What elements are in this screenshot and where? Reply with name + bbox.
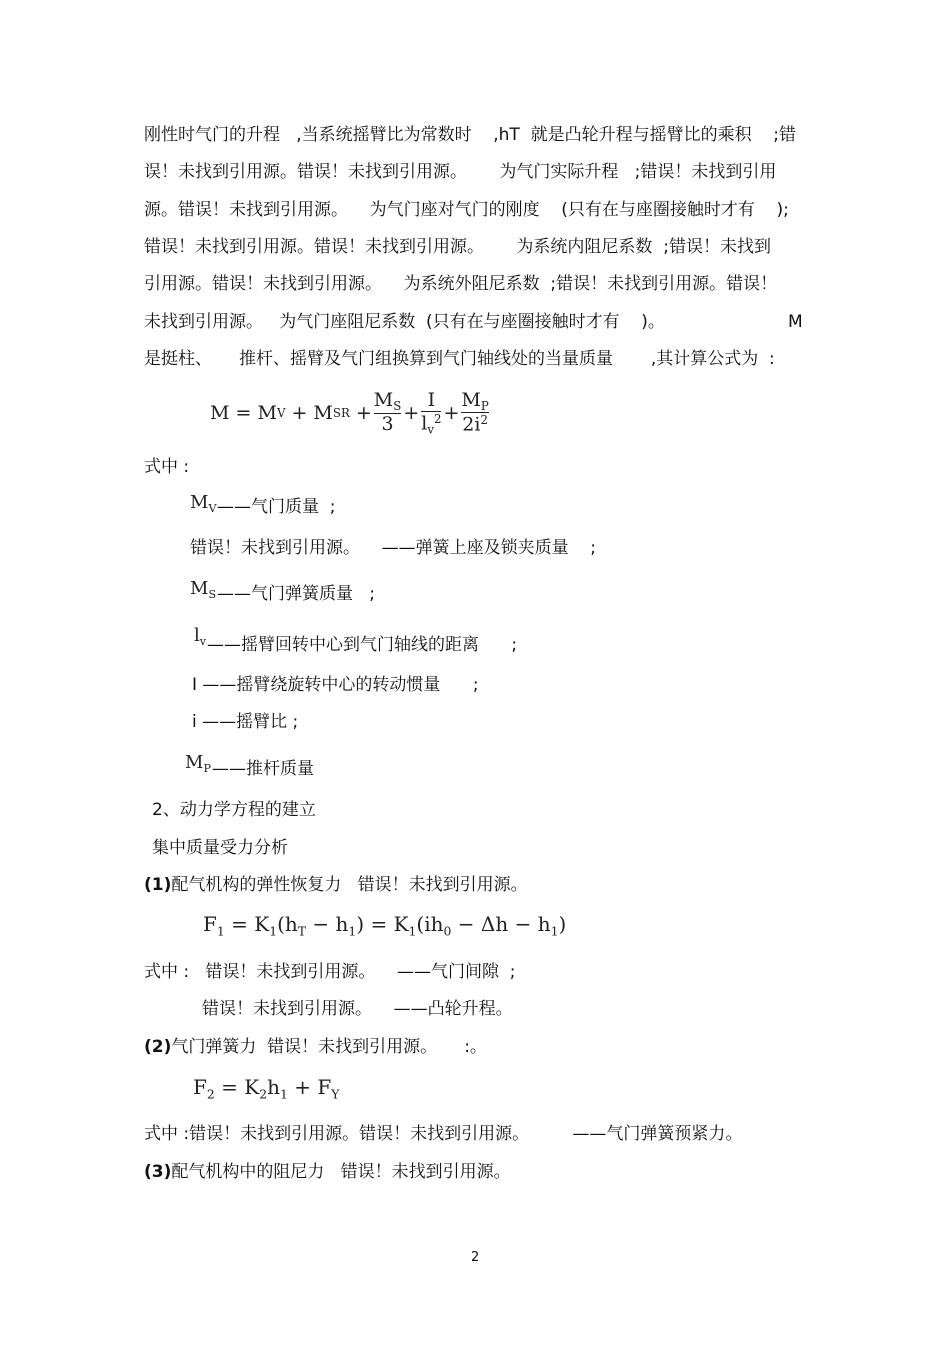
def-i-text: I ——摇臂绕旋转中心的转动惯量 ; (192, 675, 479, 695)
paragraph-line-5: 引用源。错误！未找到引用源。 为系统外阻尼系数 ;错误！未找到引用源。错误！ (144, 274, 778, 294)
where-label-3: 式中 :错误！未找到引用源。错误！未找到引用源。 ——气门弹簧预紧力。 (144, 1124, 743, 1144)
item-2: (2)气门弹簧力 错误！未找到引用源。 :。 (144, 1037, 487, 1057)
where-label-2b: 错误！未找到引用源。 ——凸轮升程。 (202, 999, 513, 1019)
eq-mass-frac-ms: $\frac{M_S}{3}$ (373, 389, 402, 435)
paragraph-line-6-m: M (788, 312, 803, 332)
subheading-force-analysis: 集中质量受力分析 (152, 838, 288, 858)
equation-f1: $F_1 = K_1(h_T - h_1) = K_1(ih_0 - \Delta h - h_1)$ (203, 912, 567, 939)
symbol-lv: $l_v$ (194, 625, 207, 648)
page-number: 2 (471, 1250, 480, 1265)
def-mv-text: ——气门质量 ; (217, 497, 336, 517)
paragraph-line-7: 是挺柱、 推杆、摇臂及气门组换算到气门轴线处的当量质量 ,其计算公式为 : (144, 349, 775, 369)
symbol-ms: $M_S$ (190, 578, 217, 601)
def-mp-text: ——推杆质量 (212, 759, 314, 779)
where-label-2: 式中 : 错误！未找到引用源。 ——气门间隙 ; (144, 962, 516, 982)
def-ratio-text: i ——摇臂比 ; (192, 712, 299, 732)
symbol-mp: $M_P$ (185, 752, 211, 775)
where-label-1: 式中 : (144, 457, 190, 477)
eq-mass-frac-i: $\frac{I}{l_v^2}$ (421, 388, 442, 437)
paragraph-line-1: 刚性时气门的升程 ,当系统摇臂比为常数时 ,hT 就是凸轮升程与摇臂比的乘积 ;错 (144, 125, 796, 145)
eq-mass-frac-mp: $\frac{M_P}{2i^2}$ (461, 388, 489, 436)
def-msr-text: 错误！未找到引用源。 ——弹簧上座及锁夹质量 ; (190, 538, 596, 558)
symbol-mv: $M_V$ (190, 492, 217, 515)
def-lv-text: ——摇臂回转中心到气门轴线的距离 ; (207, 635, 518, 655)
item-3: (3)配气机构中的阻尼力 错误！未找到引用源。 (144, 1162, 511, 1182)
paragraph-line-6: 未找到引用源。 为气门座阻尼系数 (只有在与座圈接触时才有 )。 (144, 312, 665, 332)
paragraph-line-4: 错误！未找到引用源。错误！未找到引用源。 为系统内阻尼系数 ;错误！未找到 (144, 237, 771, 257)
paragraph-line-3: 源。错误！未找到引用源。 为气门座对气门的刚度 (只有在与座圈接触时才有 ); (144, 200, 789, 220)
section-heading-dynamics: 2、动力学方程的建立 (152, 800, 316, 820)
equation-f2: $F_2 = K_2h_1 + F_Y$ (193, 1075, 340, 1102)
equation-equivalent-mass: M = M V + M SR + $\frac{M_S}{3}$ + $\frac{I}{l_v^2}$ + $\frac{M_P}{2i^2}$ (210, 388, 489, 437)
eq-mass-lhs: M (210, 402, 230, 424)
paragraph-line-2: 误！未找到引用源。错误！未找到引用源。 为气门实际升程 ;错误！未找到引用 (144, 162, 777, 182)
def-ms-text: ——气门弹簧质量 ; (217, 584, 375, 604)
item-1: (1)配气机构的弹性恢复力 错误！未找到引用源。 (144, 875, 528, 895)
